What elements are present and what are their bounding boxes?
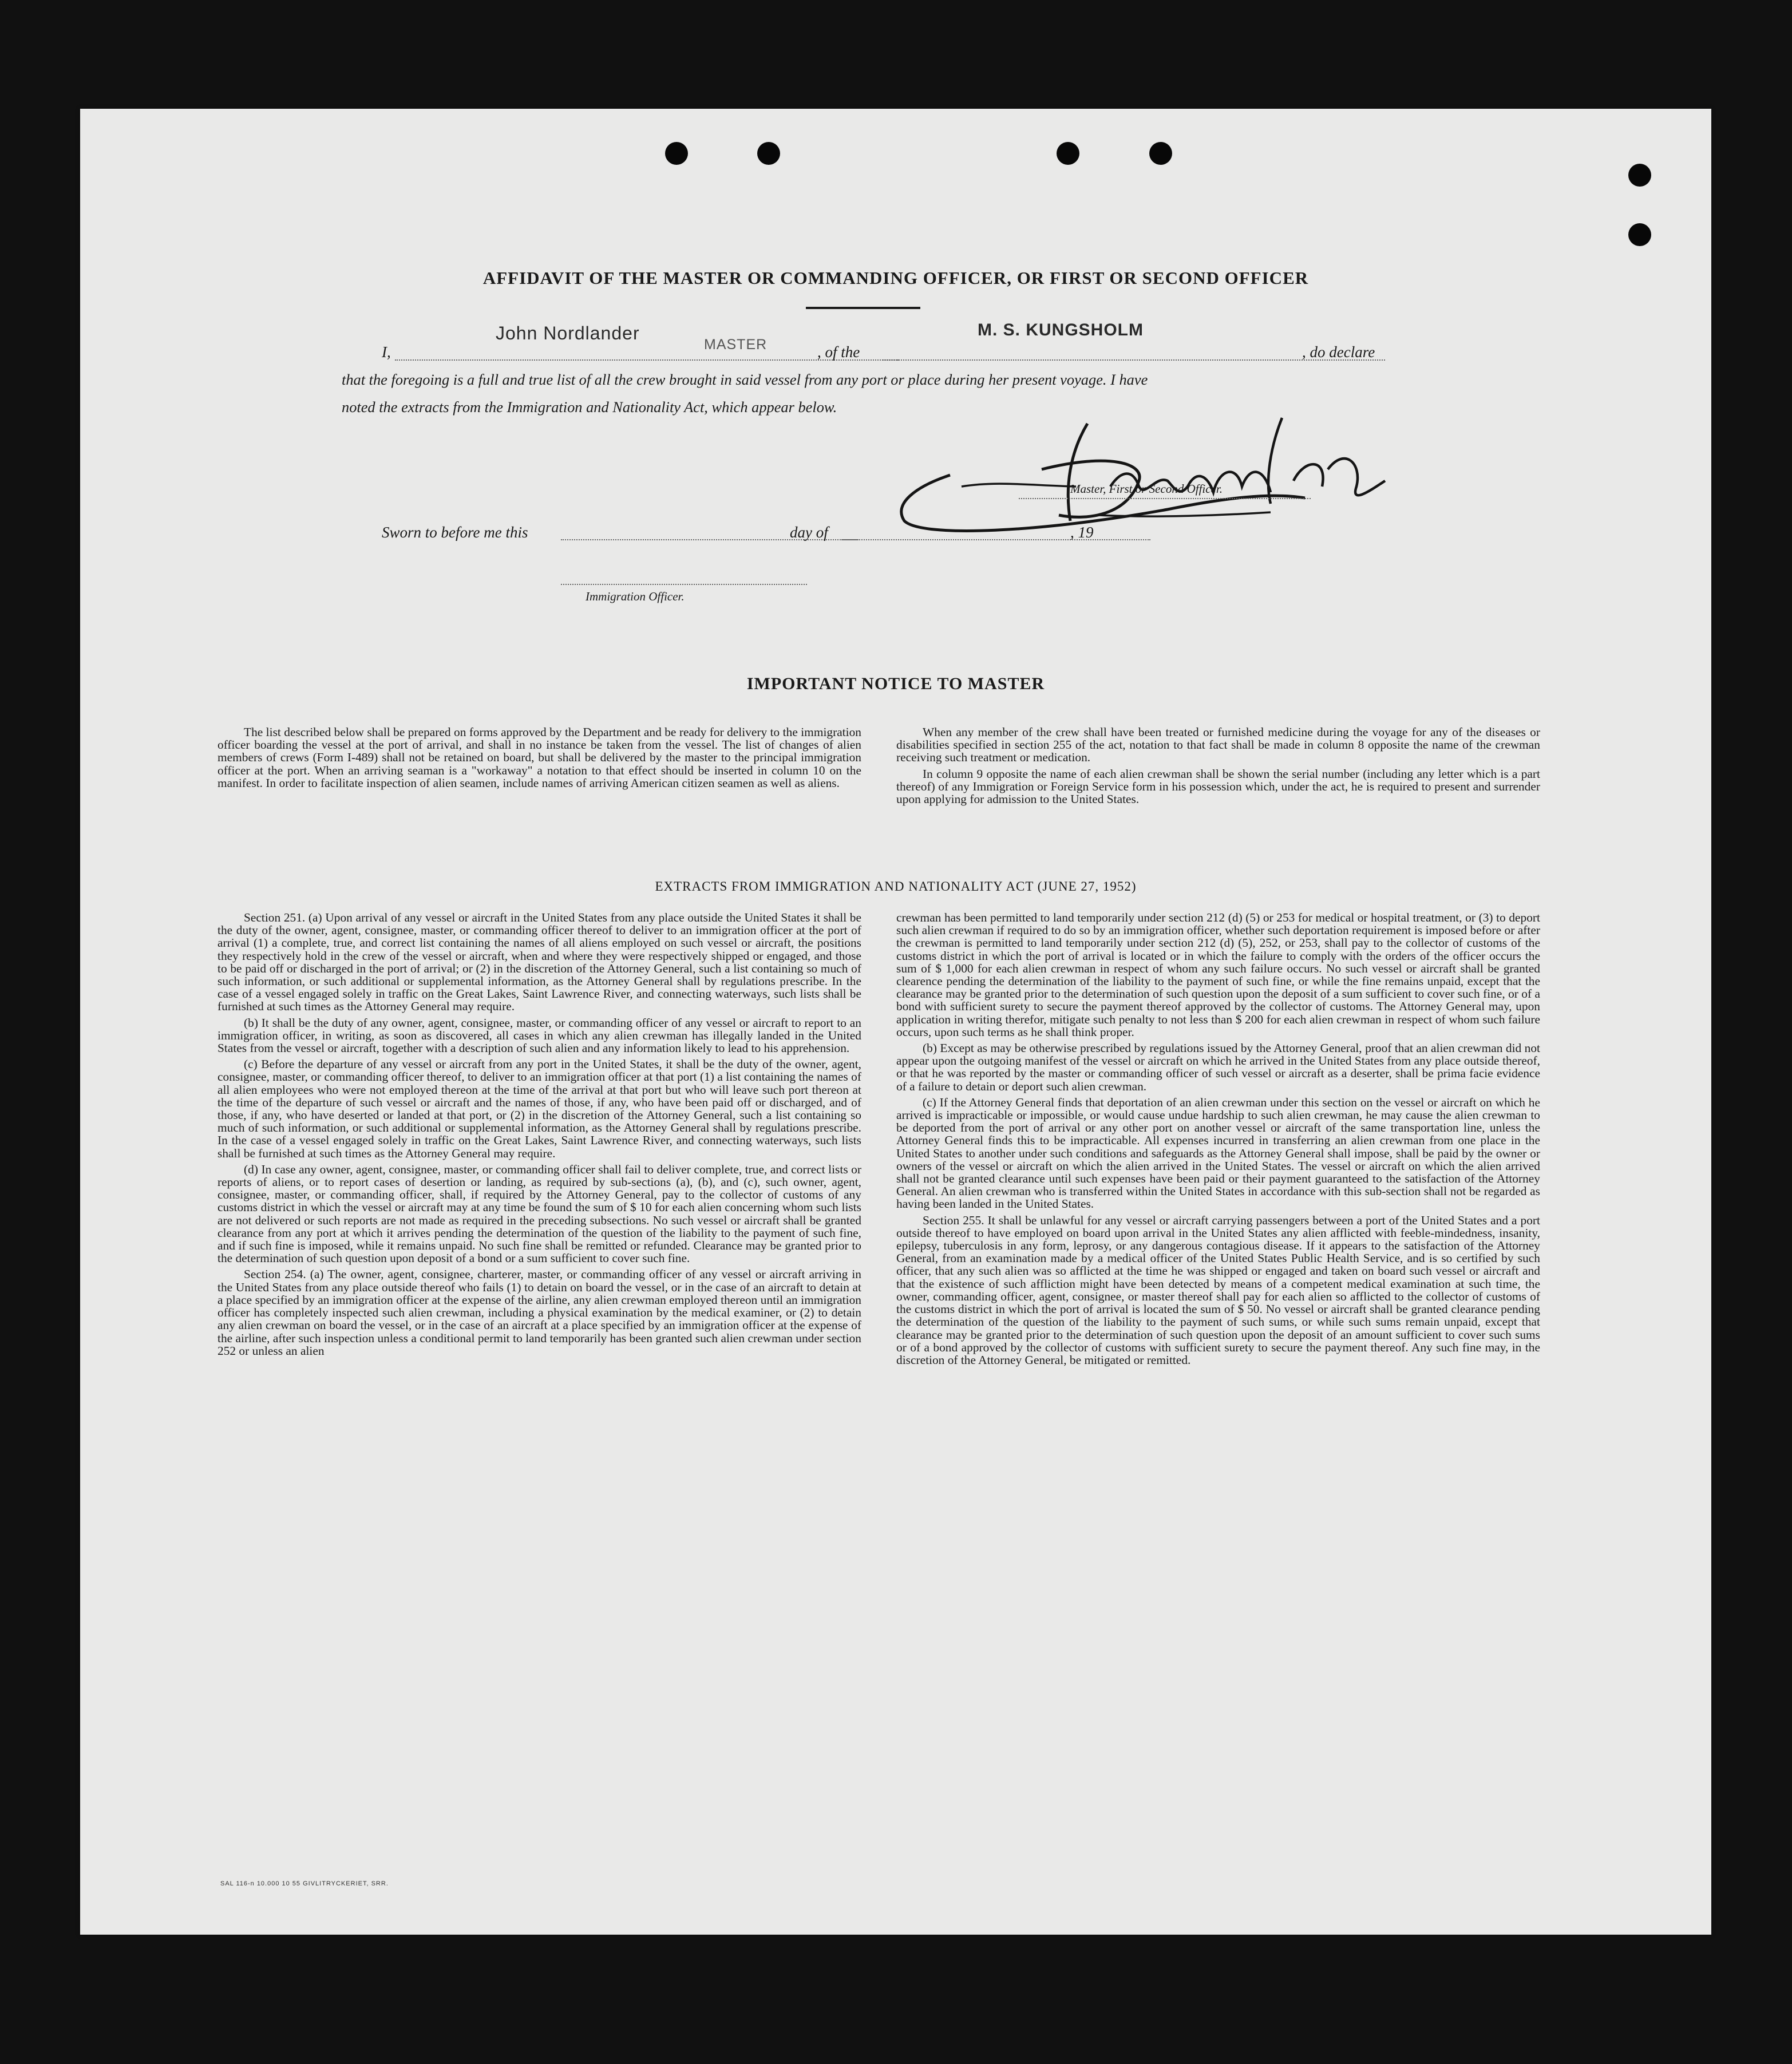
punch-hole-icon xyxy=(1628,223,1651,246)
day-of-label: day of xyxy=(790,524,828,541)
immigration-officer-caption: Immigration Officer. xyxy=(586,590,685,603)
extract-paragraph: (b) It shall be the duty of any owner, agent, consignee, master, or commanding officer of any vessel or aircraft to report to an immigration officer, in writing, as soon as discovered, all cases in which any alien crewman has illegally landed in the United States from the vessel or aircraft, together with a description of such alien and any information likely to lead to his apprehension. xyxy=(217,1015,861,1055)
extracts-title: EXTRACTS FROM IMMIGRATION AND NATIONALITY ACT (JUNE 27, 1952) xyxy=(655,879,1137,893)
punch-hole-icon xyxy=(665,142,688,165)
title-divider xyxy=(806,307,920,309)
extracts-right-column xyxy=(896,911,1540,1370)
extract-paragraph: Section 255. It shall be unlawful for any vessel or aircraft carrying passengers between a port of the United States and a port outside thereof to have employed on board upon arrival in the United States any alien afflicted with feeble-mindedness, insanity, epilepsy, tuberculosis in any form, leprosy, or any dangerous contagious disease. If it appears to the satisfaction of the Attorney General, from an examination made by a medical officer of the United States Public Health Service, and is so certified by such officer, that any such alien was so afflicted at the time he was shipped or engaged and taken on board such vessel or aircraft and that the existence of such affliction might have been detected by means of a competent medical examination at such time, the owner, commanding officer, agent, consignee, or master thereof shall pay for each alien so afflicted to the collector of customs of the customs district in which the port of arrival is located the sum of $ 50. No vessel or aircraft shall be granted clearance pending the determination of the question of the liability to the payment of such sums, or while such sums remain unpaid, except that clearance may be granted prior to the determination of such question upon the deposit of an amount sufficient to cover such sums or of a bond approved by the collector of customs with sufficient surety to secure the payment thereof. Any such fine may, in the discretion of the Attorney General, be mitigated or remitted. xyxy=(896,1213,1540,1367)
extract-paragraph: (d) In case any owner, agent, consignee, master, or commanding officer shall fail to deliver complete, true, and correct lists or reports of aliens, or to report cases of desertion or landing, as required by sub-sections (a), (b), and (c), such owner, agent, consignee, master, or commanding officer, shall, if required by the Attorney General, pay to the collector of customs of any customs district in which the vessel or aircraft may at any time be found the sum of $ 10 for each alien concerning whom such lists are not delivered or such reports are not made as required in the preceding subsections. No such vessel or aircraft shall be granted clearance from any port at which it arrives pending the determination of the question of the liability to the payment of such fine, and if such fine is imposed, while it remains unpaid. No such fine shall be remitted or refunded. Clearance may be granted prior to the determination of such question upon deposit of a bond or a sum sufficient to cover such fine. xyxy=(217,1162,861,1266)
form-code: SAL 116-n 10.000 10 55 GIVLITRYCKERIET, SRR. xyxy=(220,1880,389,1887)
notice-paragraph: In column 9 opposite the name of each alien crewman shall be shown the serial number (including any letter which is a part thereof) of any Immigration or Foreign Service form in his possession which, under the act, he is required to present and surrender upon applying for admission to the United States. xyxy=(896,766,1540,806)
extract-paragraph: crewman has been permitted to land temporarily under section 212 (d) (5) or 253 for medical or hospital treatment, or (3) to deport such alien crewman if required to do so by an immigration officer, whether such deportation requirement is imposed before or after the crewman is permitted to land temporarily under section 212 (d) (5), 252, or 253, shall pay to the collector of customs of the customs district in which the port of arrival is located or in which the failure to comply with the orders of the officer occurs the sum of $ 1,000 for each alien crewman in respect of whom any such failure occurs. No such vessel or aircraft shall be granted clearence pending the determination of the liability to the payment of such fine, or while the fine remains unpaid, except that the clearance may be granted prior to the determination of such question upon the deposit of a sum sufficient to cover such fine, or of a bond with sufficient surety to secure the payment thereof approved by the collector of customs. The Attorney General may, upon application in writing therefor, mitigate such penalty to not less than $ 200 for each alien crewman in respect of whom such failure occurs, upon such terms as he shall think proper. xyxy=(896,911,1540,1039)
extract-paragraph: (b) Except as may be otherwise prescribed by regulations issued by the Attorney General, proof that an alien crewman did not appear upon the outgoing manifest of the vessel or aircraft on which he arrived in the United States from any place outside thereof, or that he was reported by the master or commanding officer of such vessel or aircraft as a deserter, shall be prima facie evidence of a failure to detain or deport such alien crewman. xyxy=(896,1041,1540,1093)
notice-left-column xyxy=(217,726,861,793)
notice-right-column xyxy=(896,726,1540,809)
sworn-month-line xyxy=(841,539,1150,540)
declaration-line-2: that the foregoing is a full and true list of all the crew brought in said vessel from any port or place during her present voyage. I have xyxy=(342,371,1148,388)
punch-hole-icon xyxy=(1149,142,1172,165)
vessel-name: M. S. KUNGSHOLM xyxy=(978,321,1144,339)
year-label: , 19 xyxy=(1070,524,1094,541)
i-label: I, xyxy=(382,343,391,361)
sworn-label: Sworn to before me this xyxy=(382,524,528,541)
declaration-line-3: noted the extracts from the Immigration and Nationality Act, which appear below. xyxy=(342,398,837,416)
extracts-left-column xyxy=(217,911,861,1361)
affidavit-title: AFFIDAVIT OF THE MASTER OR COMMANDING OFFICER, OR FIRST OR SECOND OFFICER xyxy=(482,268,1309,288)
do-declare-label: , do declare xyxy=(1302,343,1375,361)
punch-hole-icon xyxy=(757,142,780,165)
signature-line xyxy=(1019,498,1311,499)
document-page xyxy=(80,109,1711,1935)
extract-paragraph: Section 254. (a) The owner, agent, consignee, charterer, master, or commanding officer of any vessel or aircraft arriving in the United States from any place outside thereof who fails (1) to detain on board the vessel, or in the case of an aircraft to detain at a place specified by an immigration officer at the expense of the airline, any alien crewman employed thereon until an immigration officer has completely inspected such alien crewman, including a physical examination by the medical examiner, or (2) to detain any alien crewman on board the vessel, or in the case of an aircraft at a place specified by an immigration officer at the expense of the airline, after such inspection unless a conditional permit to land temporarily has been granted such alien crewman under section 252 or unless an alien xyxy=(217,1267,861,1358)
immigration-officer-line xyxy=(561,584,807,585)
punch-hole-icon xyxy=(1057,142,1079,165)
of-the-label: , of the xyxy=(817,343,860,361)
extract-paragraph: (c) Before the departure of any vessel or aircraft from any port in the United States, it shall be the duty of the owner, agent, consignee, master, or commanding officer thereof, to deliver to an immigration officer at that port (1) a list containing the names of all alien employees who were not employed thereon at the time of the arrival at that port but who will leave such port thereon at the time of the departure of such vessel or aircraft and the names of those, if any, who have been paid off or discharged, and of those, if any, who have deserted or landed at that port, or (2) in the discretion of the Attorney General, such a list containing so much of such information, or such additional or supplemental information, as the Attorney General shall by regulations prescribe. In the case of a vessel engaged solely in traffic on the Great Lakes, Saint Lawrence River, and connecting waterways, such lists shall be furnished at such times as the Attorney General may require. xyxy=(217,1057,861,1160)
rank-stamp: MASTER xyxy=(704,337,768,353)
signature-caption: Master, First or Second Officer. xyxy=(1070,482,1223,496)
extract-paragraph: Section 251. (a) Upon arrival of any vessel or aircraft in the United States from any place outside the United States it shall be the duty of the owner, agent, consignee, master, or commanding officer thereof to deliver to an immigration officer at the port of arrival (1) a complete, true, and correct list containing the names of all aliens employed on such vessel or aircraft, the positions they respectively hold in the crew of the vessel or aircraft, when and where they were respectively shipped or engaged, and those to be paid off or discharged in the port of arrival; or (2) in the discretion of the Attorney General, such a list containing so much of such information, or such additional or supplemental information, as the Attorney General shall by regulations prescribe. In the case of a vessel engaged solely in traffic on the Great Lakes, Saint Lawrence River, and connecting waterways, such lists shall be furnished at such times as the Attorney General may require. xyxy=(217,911,861,1014)
notice-paragraph: The list described below shall be prepared on forms approved by the Department and be ready for delivery to the immigration officer boarding the vessel at the port of arrival, and shall in no instance be taken from the vessel. The list of changes of alien members of crews (Form I-489) shall not be retained on board, but shall be delivered by the master to the principal immigration officer at the port. When an arriving seaman is a "workaway" a notation to that effect should be inserted in column 10 on the manifest. In order to facilitate inspection of alien seamen, include names of arriving American citizen seamen as well as aliens. xyxy=(217,725,861,790)
notice-title: IMPORTANT NOTICE TO MASTER xyxy=(746,674,1045,693)
extract-paragraph: (c) If the Attorney General finds that deportation of an alien crewman under this section on the vessel or aircraft on which he arrived is impracticable or impossible, or would cause undue hardship to such alien crewman, he may cause the alien crewman to be deported from the port of arrival or any other port on another vessel or aircraft of the same transportation line, unless the Attorney General finds this to be impracticable. All expenses incurred in transferring an alien crewman from one place in the United States to another under such conditions and safeguards as the Attorney General shall impose, shall be paid by the owner or owners of the vessel or aircraft on which the alien arrived in the United States. The vessel or aircraft on which the alien arrived shall not be granted clearance until such expenses have been paid or their payment guaranteed to the satisfaction of the Attorney General. An alien crewman who is transferred within the United States in accordance with this sub-section shall not be regarded as having been landed in the United States. xyxy=(896,1095,1540,1211)
master-name: John Nordlander xyxy=(496,323,640,343)
notice-paragraph: When any member of the crew shall have been treated or furnished medicine during the voyage for any of the diseases or disabilities specified in section 255 of the act, notation to that fact shall be made in column 8 opposite the name of the crewman receiving such treatment or medication. xyxy=(896,725,1540,765)
punch-hole-icon xyxy=(1628,164,1651,187)
